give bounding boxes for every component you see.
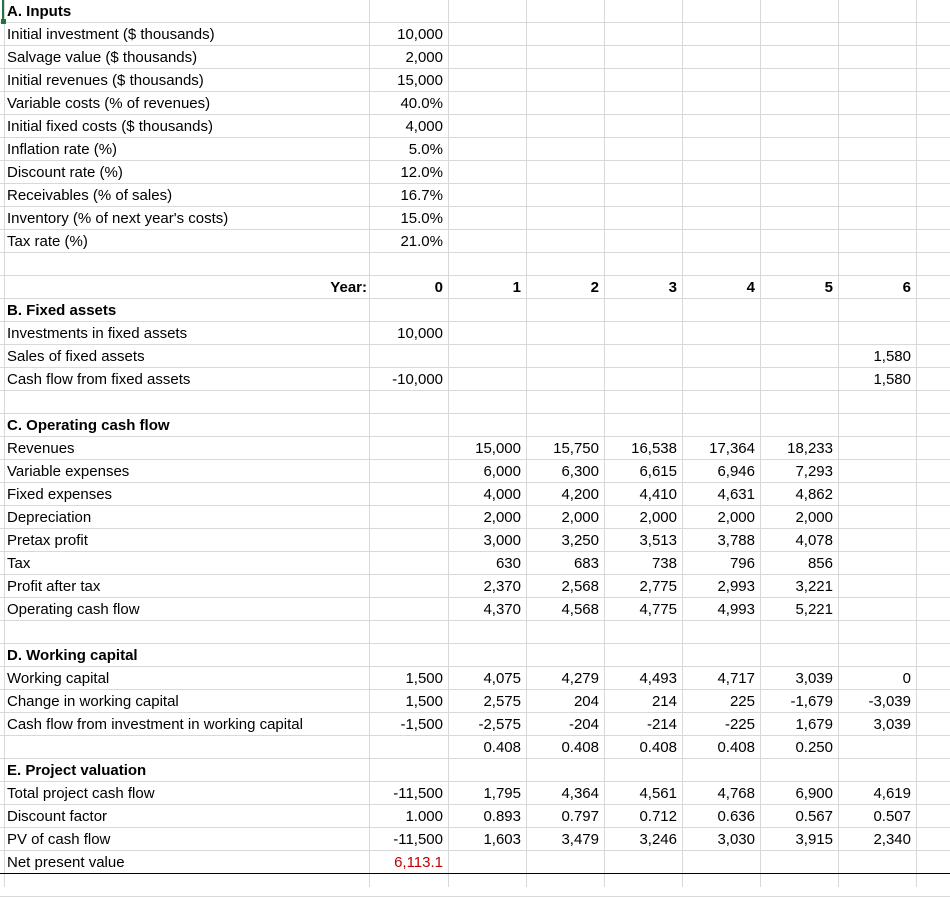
input-value[interactable]: 15,000: [397, 72, 443, 89]
valuation-value[interactable]: 3,479: [561, 831, 599, 848]
working-capital-value[interactable]: 1,679: [795, 716, 833, 733]
operating-value[interactable]: 4,775: [639, 601, 677, 618]
valuation-row-label[interactable]: Discount factor: [7, 808, 108, 825]
operating-value[interactable]: 3,000: [483, 532, 521, 549]
input-label[interactable]: Receivables (% of sales): [7, 187, 173, 204]
operating-value[interactable]: 3,513: [639, 532, 677, 549]
valuation-value[interactable]: -11,500: [393, 831, 443, 848]
operating-value[interactable]: 2,775: [639, 578, 677, 595]
input-value[interactable]: 5.0%: [408, 141, 443, 158]
year-header-cell[interactable]: 0: [434, 279, 443, 296]
gridline-vertical: [4, 0, 5, 887]
input-value[interactable]: 12.0%: [400, 164, 443, 181]
working-capital-value[interactable]: 3,039: [873, 716, 911, 733]
operating-value[interactable]: 856: [807, 555, 833, 572]
working-capital-value[interactable]: 2,575: [483, 693, 521, 710]
gridline-vertical: [838, 0, 839, 887]
section-title-valuation[interactable]: E. Project valuation: [7, 762, 147, 779]
operating-value[interactable]: 17,364: [709, 440, 755, 457]
year-header-cell[interactable]: 6: [902, 279, 911, 296]
valuation-value[interactable]: 0.567: [795, 808, 833, 825]
input-value[interactable]: 4,000: [405, 118, 443, 135]
section-title-operating[interactable]: C. Operating cash flow: [7, 417, 170, 434]
input-value[interactable]: 40.0%: [400, 95, 443, 112]
operating-row-label[interactable]: Depreciation: [7, 509, 92, 526]
valuation-value[interactable]: 0.636: [717, 808, 755, 825]
fixed-assets-value[interactable]: 1,580: [873, 348, 911, 365]
input-label[interactable]: Initial fixed costs ($ thousands): [7, 118, 213, 135]
operating-value[interactable]: 6,615: [639, 463, 677, 480]
operating-value[interactable]: 3,250: [561, 532, 599, 549]
operating-value[interactable]: 683: [573, 555, 599, 572]
valuation-value[interactable]: 3,915: [795, 831, 833, 848]
operating-row-label[interactable]: Fixed expenses: [7, 486, 113, 503]
valuation-row-label[interactable]: Total project cash flow: [7, 785, 155, 802]
year-header-label[interactable]: Year:: [330, 279, 367, 296]
section-title-inputs[interactable]: A. Inputs: [7, 3, 72, 20]
input-value[interactable]: 10,000: [397, 26, 443, 43]
operating-value[interactable]: 6,300: [561, 463, 599, 480]
section-title-working-capital[interactable]: D. Working capital: [7, 647, 138, 664]
fixed-assets-value[interactable]: 1,580: [873, 371, 911, 388]
working-capital-value[interactable]: 214: [651, 693, 677, 710]
input-value[interactable]: 21.0%: [400, 233, 443, 250]
working-capital-value[interactable]: 0.250: [795, 739, 833, 756]
operating-value[interactable]: 4,993: [717, 601, 755, 618]
operating-value[interactable]: 2,000: [639, 509, 677, 526]
year-header-cell[interactable]: 2: [590, 279, 599, 296]
operating-value[interactable]: 4,370: [483, 601, 521, 618]
valuation-value[interactable]: 0.507: [873, 808, 911, 825]
valuation-value[interactable]: 4,619: [873, 785, 911, 802]
valuation-value[interactable]: 3,246: [639, 831, 677, 848]
working-capital-value[interactable]: 4,493: [639, 670, 677, 687]
working-capital-value[interactable]: 1,500: [405, 693, 443, 710]
operating-value[interactable]: 4,568: [561, 601, 599, 618]
working-capital-value[interactable]: 0: [902, 670, 911, 687]
operating-value[interactable]: 2,000: [483, 509, 521, 526]
operating-value[interactable]: 4,410: [639, 486, 677, 503]
operating-value[interactable]: 630: [495, 555, 521, 572]
input-label[interactable]: Salvage value ($ thousands): [7, 49, 198, 66]
fixed-assets-value[interactable]: 10,000: [397, 325, 443, 342]
working-capital-row-label[interactable]: Change in working capital: [7, 693, 179, 710]
year-header-cell[interactable]: 3: [668, 279, 677, 296]
input-value[interactable]: 16.7%: [400, 187, 443, 204]
operating-value[interactable]: 5,221: [795, 601, 833, 618]
fixed-assets-row-label[interactable]: Sales of fixed assets: [7, 348, 145, 365]
operating-value[interactable]: 2,000: [561, 509, 599, 526]
year-header-cell[interactable]: 5: [824, 279, 833, 296]
valuation-value[interactable]: 4,768: [717, 785, 755, 802]
operating-value[interactable]: 6,000: [483, 463, 521, 480]
operating-row-label[interactable]: Profit after tax: [7, 578, 101, 595]
input-label[interactable]: Initial revenues ($ thousands): [7, 72, 204, 89]
operating-value[interactable]: 18,233: [787, 440, 833, 457]
valuation-value[interactable]: 2,340: [873, 831, 911, 848]
valuation-value[interactable]: 1.000: [405, 808, 443, 825]
operating-row-label[interactable]: Tax: [7, 555, 31, 572]
operating-value[interactable]: 2,000: [795, 509, 833, 526]
valuation-value[interactable]: 0.893: [483, 808, 521, 825]
input-label[interactable]: Variable costs (% of revenues): [7, 95, 211, 112]
valuation-row-label[interactable]: Net present value: [7, 854, 125, 871]
valuation-value[interactable]: 4,561: [639, 785, 677, 802]
working-capital-row-label[interactable]: [7, 736, 367, 759]
operating-value[interactable]: 4,200: [561, 486, 599, 503]
gridline-vertical: [916, 0, 917, 887]
fixed-assets-value[interactable]: -10,000: [392, 371, 443, 388]
working-capital-value[interactable]: -214: [646, 716, 677, 733]
year-header-cell[interactable]: 1: [512, 279, 521, 296]
input-label[interactable]: Discount rate (%): [7, 164, 123, 181]
working-capital-value[interactable]: -1,679: [790, 693, 833, 710]
operating-value[interactable]: 3,788: [717, 532, 755, 549]
working-capital-value[interactable]: -2,575: [478, 716, 521, 733]
operating-value[interactable]: 2,568: [561, 578, 599, 595]
operating-value[interactable]: 7,293: [795, 463, 833, 480]
operating-value[interactable]: 3,221: [795, 578, 833, 595]
working-capital-value[interactable]: 0.408: [717, 739, 755, 756]
operating-value[interactable]: 2,000: [717, 509, 755, 526]
valuation-row-label[interactable]: PV of cash flow: [7, 831, 111, 848]
operating-row-label[interactable]: Variable expenses: [7, 463, 130, 480]
valuation-value[interactable]: 1,795: [483, 785, 521, 802]
valuation-value[interactable]: 6,900: [795, 785, 833, 802]
input-label[interactable]: Inflation rate (%): [7, 141, 118, 158]
operating-value[interactable]: 4,078: [795, 532, 833, 549]
working-capital-value[interactable]: 1,500: [405, 670, 443, 687]
section-title-fixed-assets[interactable]: B. Fixed assets: [7, 302, 117, 319]
fixed-assets-row-label[interactable]: Investments in fixed assets: [7, 325, 188, 342]
working-capital-value[interactable]: 4,075: [483, 670, 521, 687]
working-capital-value[interactable]: -3,039: [868, 693, 911, 710]
operating-value[interactable]: 4,862: [795, 486, 833, 503]
year-header-cell[interactable]: 4: [746, 279, 755, 296]
valuation-value[interactable]: -11,500: [393, 785, 443, 802]
bottom-border: [0, 873, 950, 874]
working-capital-value[interactable]: 225: [729, 693, 755, 710]
working-capital-value[interactable]: -225: [724, 716, 755, 733]
working-capital-value[interactable]: 4,279: [561, 670, 599, 687]
operating-value[interactable]: 2,370: [483, 578, 521, 595]
operating-value[interactable]: 16,538: [631, 440, 677, 457]
operating-value[interactable]: 2,993: [717, 578, 755, 595]
working-capital-value[interactable]: 204: [573, 693, 599, 710]
operating-value[interactable]: 6,946: [717, 463, 755, 480]
operating-row-label[interactable]: Operating cash flow: [7, 601, 140, 618]
input-label[interactable]: Inventory (% of next year's costs): [7, 210, 229, 227]
operating-row-label[interactable]: Pretax profit: [7, 532, 88, 549]
operating-value[interactable]: 738: [651, 555, 677, 572]
input-label[interactable]: Tax rate (%): [7, 233, 88, 250]
working-capital-value[interactable]: -1,500: [400, 716, 443, 733]
operating-value[interactable]: 4,000: [483, 486, 521, 503]
valuation-value[interactable]: 4,364: [561, 785, 599, 802]
operating-value[interactable]: 4,631: [717, 486, 755, 503]
valuation-value[interactable]: 0.712: [639, 808, 677, 825]
valuation-value[interactable]: 1,603: [483, 831, 521, 848]
working-capital-value[interactable]: 0.408: [639, 739, 677, 756]
operating-value[interactable]: 15,000: [475, 440, 521, 457]
operating-value[interactable]: 15,750: [553, 440, 599, 457]
npv-value[interactable]: 6,113.1: [394, 854, 443, 871]
fill-handle[interactable]: [1, 19, 6, 24]
working-capital-value[interactable]: -204: [568, 716, 599, 733]
input-value[interactable]: 15.0%: [400, 210, 443, 227]
fixed-assets-row-label[interactable]: Cash flow from fixed assets: [7, 371, 191, 388]
operating-value[interactable]: 796: [729, 555, 755, 572]
operating-row-label[interactable]: Revenues: [7, 440, 75, 457]
working-capital-row-label[interactable]: Working capital: [7, 670, 110, 687]
working-capital-value[interactable]: 0.408: [561, 739, 599, 756]
valuation-value[interactable]: 3,030: [717, 831, 755, 848]
input-label[interactable]: Initial investment ($ thousands): [7, 26, 215, 43]
input-value[interactable]: 2,000: [405, 49, 443, 66]
valuation-value[interactable]: 0.797: [561, 808, 599, 825]
working-capital-value[interactable]: 0.408: [483, 739, 521, 756]
working-capital-row-label[interactable]: Cash flow from investment in working capital: [7, 716, 303, 733]
working-capital-value[interactable]: 3,039: [795, 670, 833, 687]
working-capital-value[interactable]: 4,717: [717, 670, 755, 687]
